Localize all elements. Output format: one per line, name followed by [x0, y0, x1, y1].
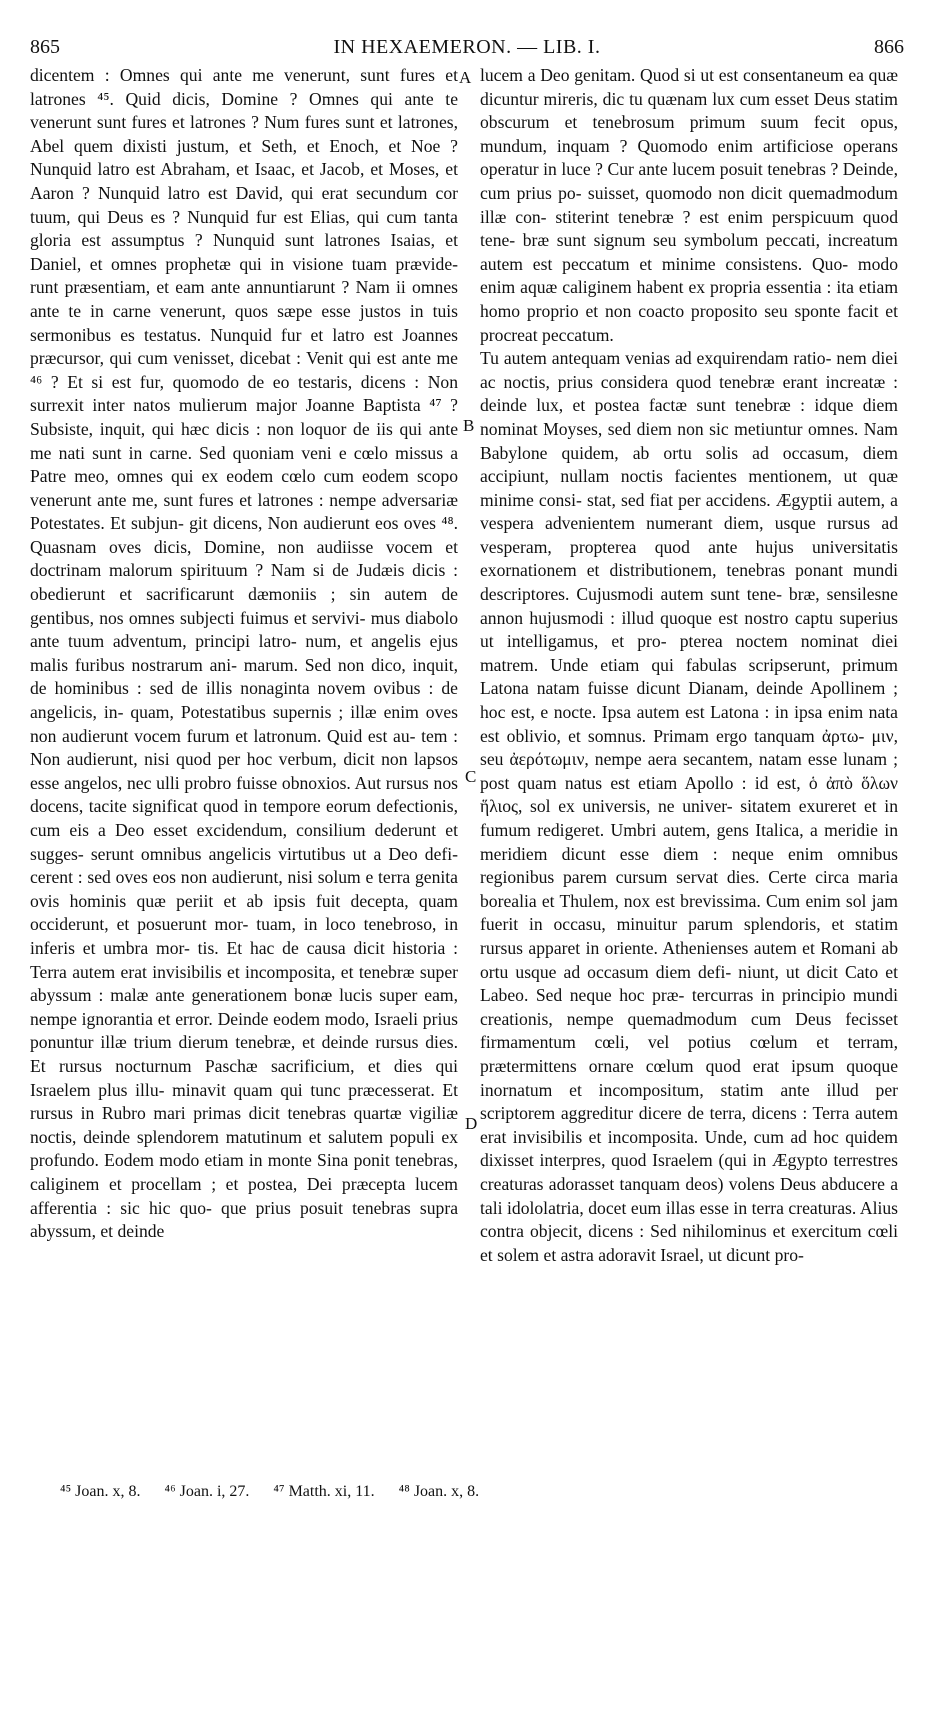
margin-marker-a: A [459, 68, 472, 87]
right-column-paragraph-1: lucem a Deo genitam. Quod si ut est consentaneum ea quæ dicuntur mireris, dic tu quænam lux cum esset Deus statim obscurum et tenebrosum primum suum fecit opus, mundum, inquam ? Quomodo enim artificiose operans operatur in luce ? Cur ante lucem posuit tenebras ? Deinde, cum prius po- suisset, quomodo non dicit quemadmodum illæ con- stiterint tenebræ ? est enim perspicuum quod tene- bræ sunt signum seu symbolum peccati, increatum autem est peccatum et minime consistens. Quo- modo enim aquæ caliginem habent ex propria essentia : ita etiam homo proprio et non coacto proposito seu sponte facit et procreat peccatum. [480, 65, 898, 345]
footnotes [60, 1483, 499, 1501]
running-title: IN HEXAEMERON. — LIB. I. [333, 36, 601, 58]
right-column-paragraph-2: Tu autem antequam venias ad exquirendam ratio- nem diei ac noctis, prius considera quod tenebræ erant increatæ : deinde lux, et postea factæ sunt tenebræ : idque diem nominat Moyses, sed diem non sic metiuntur omnes. Nam Babylone quidem, ab ortu solis ad occasum, diem accipiunt, nullam noctis facientes mentionem, ut quæ minime consi- stat, sed fiat per accidens. Ægyptii autem, a vespera advenientem numerant diem, usque rursus ad vesperam, propterea quod ante hujus universitatis exornationem et distributionem, tenebras ponant mundi descriptores. Cujusmodi autem sunt tene- bræ, sensilesne annon hujusmodi : illud quoque est nostro captu superius ut intelligamus, et pro- pterea noctem nominat diei matrem. Unde etiam qui fabulas scripserunt, primum Latona natam fuisse dicunt Dianam, deinde Apollinem ; hoc est, e nocte. Ipsa autem est Latona : in ipsa enim nata est oblivio, et somnus. Primam ergo tanquam ἀρτω- μιν, seu ἀερότωμιν, nempe aera secantem, natam esse lunam ; post quam natus est etiam Apollo : id est, ὁ ἀπὸ ὅλων ἥλιος, sol ex universis, ne univer- sitatem exureret et in fumum redigeret. Umbri autem, gens Italica, a meridie in meridiem dicunt esse diem : neque enim omnibus regionibus parem cursum servat dies. Certe circa maria borealia et Thulem, nox est brevissima. Cum enim sol jam fuerit in occasu, minuitur parum splendoris, et statim rursus apparet in oriente. Athenienses autem et Romani ab ortu usque ad occasum diem defi- niunt, ut dicit Cato et Labeo. Sed neque hoc præ- tercurras in principio mundi creationis, nempe quemadmodum cum Deus fecisset firmamentum cœli, vel potius cœlum et terram, prætermittens ornare cœlum quod erat ipsum quoque inornatum et incompositum, statim ante illud per scriptorem aggreditur dicere de terra, dicens : Terra autem erat invisibilis et incomposita. Unde, cum ad hoc quidem dixisset interpres, quod Israelem (qui in Ægypto terrestres creaturas adorasset tanquam deos) volens Deus abducere a tali idololatria, docet eum illas esse in terra creaturas. Alius contra objecit, dicens : Sed nihilominus et exercitum cœli et solem et astra adoravit Israel, ut dicunt pro- [480, 348, 898, 1265]
page-number-right: 866 [874, 36, 904, 58]
margin-marker-c: C [465, 767, 477, 786]
left-column [30, 64, 458, 1718]
left-column-text: dicentem : Omnes qui ante me venerunt, sunt fures et latrones ⁴⁵. Quid dicis, Domine ? Omnes qui ante te venerunt sunt fures et latrones ? Num fures sunt et latrones, Abel quem dixisti justum, et Seth, et Enoch, et Noe ? Nunquid latro est Abraham, et Isaac, et Jacob, et Moses, et Aaron ? Nunquid latro est David, qui erat secundum cor tuum, qui Deus es ? Nunquid fur est Elias, qui cum tanta gloria est assumptus ? Nunquid sunt latrones Isaias, et Daniel, et omnes prophetæ qui in visione tuam prævide- runt præsentiam, et eam ante annuntiarunt ? Nam ii omnes ante te in carne venerunt, quos sæpe esse justos in tuis sermonibus es testatus. Nunquid fur et latro est Joannes præcursor, qui cum venisset, dicebat : Venit qui est ante me ⁴⁶ ? Et si est fur, quomodo de eo testaris, dicens : Non surrexit inter natos mulierum major Joanne Baptista ⁴⁷ ? Subsiste, inquit, qui hæc dicis : non loquor de iis qui ante me nati sunt in carne. Sed quoniam veni e cœlo missus a Patre meo, omnes qui ex eodem cœlo cum eodem scopo venerunt ante me, sunt fures et latrones : nempe adversariæ Potestates. Et subjun- git dicens, Non audierunt eos oves ⁴⁸. Quasnam oves dicis, Domine, non audiisse vocem et doctrinam malorum spirituum ? Nam si de Judæis dicis : obedierunt et sacrificarunt dæmoniis ; sin autem de gentibus, nos omnes subjecti fuimus et servivi- mus diabolo ante tuum adventum, principi latro- num, et angelis ejus malis furibus nostrarum ani- marum. Sed non dico, inquit, de hominibus : sed de illis nonaginta novem ovibus : de angelicis, in- quam, Potestatibus supernis ; illæ enim oves non audierunt vocem furum et latronum. Quid est au- tem : Non audierunt, nisi quod per hoc verbum, dicit non lapsos esse angelos, nec ulli probro fuisse obnoxios. Aut rursus nos docens, tacite significat quod in tempore eorum defectionis, cum eis a Deo esset excidendum, consilium dederunt et sugges- serunt omnibus angelicis virtutibus ut a Deo defi- cerent : sed oves eos non audierunt, nisi solum e terra genita ovis hominis quæ periit et ab ipsis fuit decepta, quam occiderunt, et posuerunt mor- tuam, in loco tenebroso, in inferis et umbra mor- tis. Et hac de causa dicit historia : Terra autem erat invisibilis et incomposita, et tenebræ super abyssum : malæ ante generationem bonæ lucis super eam, nempe ignorantia et error. Deinde eodem modo, Israeli prius ponuntur illæ trium dierum tenebræ, et deinde rursus dies. Et rursus nocturnum Paschæ sacrificium, et dies qui Israelem plus illu- minavit quam qui tunc præcesserat. Et rursus in Rubro mari primas dicit tenebras quartæ vigiliæ noctis, deinde splendorem matutinum et salutem populi ex profundo. Eodem modo etiam in monte Sina ponit tenebras, caliginem et procellam ; et postea, Dei præcepta lucem afferentia : sic hic quo- que prius posuit tenebras supra abyssum, et deinde [30, 65, 458, 1242]
footnote-46: ⁴⁶ Joan. i, 27. [164, 1483, 250, 1500]
footnote-47: ⁴⁷ Matth. xi, 11. [273, 1483, 375, 1500]
margin-marker-b: B [463, 416, 475, 435]
page-number-left: 865 [30, 36, 60, 58]
page-header [30, 36, 904, 62]
footnote-48: ⁴⁸ Joan. x, 8. [398, 1483, 480, 1500]
right-column [480, 64, 898, 1718]
footnote-45: ⁴⁵ Joan. x, 8. [60, 1483, 141, 1500]
margin-marker-d: D [465, 1114, 478, 1133]
